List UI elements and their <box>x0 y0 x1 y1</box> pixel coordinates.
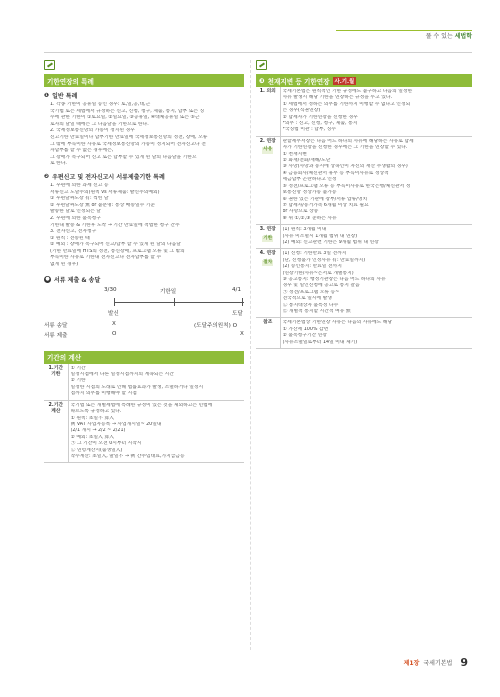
row-heading-subtext: 기한 <box>51 372 61 378</box>
row-content <box>280 225 472 249</box>
text-line: ① 우편날짜도장 有: 찍힌 날 <box>50 196 109 202</box>
text-line: ② 우편날짜도장 無 or 불분명: 통상 배송일수 기준 <box>50 202 156 208</box>
subsection-number: ❷ <box>44 172 50 180</box>
text-line: 발송한 날로 인정되는 날 <box>50 209 101 215</box>
subsection-title: 일반 특례 <box>52 93 78 100</box>
table-row <box>256 318 472 349</box>
page-footer <box>404 656 468 669</box>
timeline-label: 4/1 <box>232 286 242 293</box>
text-line: 일정시점에서 다른 일정시점까지의 계속되는 시간 <box>70 372 174 378</box>
row-content <box>280 136 472 224</box>
row-heading <box>256 225 280 249</box>
text-line: 점까지 의무를 이행해야 할 시점 <box>70 391 137 397</box>
timeline-tick <box>174 298 175 306</box>
page-number: 9 <box>460 656 468 669</box>
text-line: 국기법 또는 세법에서 규정하는 신고, 신청, 청구, 제출, 통지, 납부 또는 징 <box>50 108 205 114</box>
row-heading-text: 2.기간 <box>48 402 63 408</box>
subsection-number: ❶ <box>44 92 50 99</box>
text-line: 자납부를 할 수 없는 경우에는, <box>50 148 114 154</box>
text-line: ② 예외 : 장애가 복구되어 신고/납부 할 수 있게 된 날의 다음날 <box>50 242 181 248</box>
text-line: ㉡ 통지대상자 불특정 다수 <box>282 302 339 308</box>
text-line: ④ 금융회사/체신관서 휴무 등 부득이사유로 정상적 <box>282 170 389 176</box>
text-line: 2. 국세정보통신망의 가동이 정지된 경우 <box>50 128 135 134</box>
text-line: ① 기간 <box>70 365 86 371</box>
text-line: 경우 및 일인신청에 공고로 통지 갈음 <box>282 283 360 289</box>
text-line: ② 불복청구기간 연장 <box>282 333 327 339</box>
right-column <box>256 60 472 349</box>
header-rule <box>44 52 472 53</box>
text-line: ① 원칙: 초일不 算入 <box>70 415 114 421</box>
timeline-row-label: 서류 제출 <box>44 332 68 339</box>
text-line: (2) 예외: 신고관련 기한은 9개월 범위 내 연장 <box>282 239 379 245</box>
row-heading <box>256 136 280 224</box>
text-line: ㉢ 개별적 통지할 시간적 여유 無 <box>282 309 351 314</box>
row-heading-subtext: 기한 <box>263 235 273 241</box>
text-line: (2/1 개시 → 2/2 ~ 2/21) <box>70 428 126 434</box>
text-line: (2) 승인통지: 만료일 전까지 <box>282 264 342 270</box>
text-line: 국세기본법은 원칙적인 기한 규정에도 불구하고 다음의 일정한 <box>282 89 413 94</box>
text-line: ② 화재/전화/재해/도난 <box>282 158 331 164</box>
row-content <box>68 400 244 463</box>
timeline-diagram <box>44 287 244 349</box>
text-line: 전국적으로 일시에 발생 <box>282 296 332 302</box>
text-line: (단, 신청불가 인정사유 有: 만료일까지) <box>282 257 366 263</box>
subsection-body <box>44 102 244 168</box>
timeline-label: 3/30 <box>104 286 117 293</box>
timeline-label: 기한일 <box>160 288 177 295</box>
timeline-tick <box>242 298 243 306</box>
text-line: 세금납부 곤란하다고 인정 <box>282 177 337 183</box>
text-line: 부득이한 사유로 기한내 전자신고나 전자납부를 할 수 <box>50 255 162 261</box>
text-line: ⑥ 권한 있는 기관에 장부/서류 압류/영치 <box>282 196 368 202</box>
text-line: 3. 전자신고, 전자청구 <box>50 229 97 235</box>
table-row <box>256 136 472 224</box>
text-line: (사유소멸일로부터 14일 이내 제기) <box>282 339 358 345</box>
row-heading-text: 참조 <box>263 320 273 326</box>
text-line: (1) 신청: 기한만료 3일 전까지 <box>282 251 347 257</box>
text-line: ② 예외: 초일入 算入 <box>70 434 114 440</box>
timeline-axis <box>114 302 244 303</box>
timeline-value: X <box>112 320 116 327</box>
text-line: ㉠ 그 기간이 오전 0시부터 시작시 <box>70 441 142 447</box>
timeline-value: X <box>240 330 244 337</box>
text-line: or 사망으로 상중 <box>282 209 319 215</box>
text-line: *의무 : 신고, 신청, 청구, 제출, 통지 <box>282 121 358 127</box>
text-line: 수에 관한 기한이 ①토요일, ②일요일, ③공휴일, ④대체공휴일 또는 ⑤근 <box>50 115 200 121</box>
text-line: 로자의 날일 때에는 그 다음날을 기한으로 한다. <box>50 121 149 127</box>
row-heading-text: 1. 의의 <box>259 89 276 94</box>
text-line: 는 경우(직권연장) <box>282 108 321 114</box>
row-heading-text: 2. 연장 <box>259 138 276 144</box>
text-line: 국세기본법상 기한연장 사유는 다음의 사유에도 해당 <box>282 320 393 326</box>
text-line: 보통신망 정상가동 불가능 <box>282 190 337 196</box>
text-line: 따르도록 규정하고 있다. <box>70 409 122 415</box>
row-heading <box>44 400 68 463</box>
row-heading-text: 3. 연장 <box>259 227 276 233</box>
text-line: (사유 미소멸시 1개월 범위 내 연장) <box>282 233 358 239</box>
row-heading <box>256 249 280 318</box>
text-line: 1. 우편에 의한 과세 신고 등 <box>50 182 109 188</box>
text-line: ⑧ 위 ①,②,③ 준하는 사유 <box>282 215 337 221</box>
text-line: 기한내 발송 & 기한후 도착 → 기간 만료일에 적법한 청구 간주 <box>50 222 180 228</box>
timeline-label: 도달 <box>232 310 243 317</box>
text-line: 사유 발생시 해당 기한을 연장하는 규정을 두고 있다. <box>282 95 393 101</box>
text-line: ① 가산세 100% 감면 <box>282 326 329 332</box>
text-line: 2. 우편에 의한 불복청구 <box>50 215 101 221</box>
subsection-body <box>44 183 244 269</box>
text-line: 국기법 또는 개별세법에 특례한 규정이 있는 것을 제외하고는 민법에 <box>70 402 213 408</box>
column-divider <box>250 60 251 650</box>
header-subject: 세법학 <box>454 33 472 40</box>
text-line: ⑦ 납세자/동거가족 6개월 이상 치료 필요 <box>282 202 369 208</box>
row-content <box>280 249 472 318</box>
period-table <box>44 364 244 464</box>
text-line: 관할세무서장은 다음 어느 하나의 사유에 해당하는 사유로 납세 <box>282 138 414 144</box>
header-prefix: 풀 수 있는 <box>425 33 453 40</box>
text-line: (기한 만료일에 HTS의 정전, 통신장애, 프로그램 오류 및 그 밖의 <box>50 248 185 254</box>
row-content <box>68 364 244 401</box>
text-line: *국징법 이관 : 납부, 징수 <box>282 127 336 133</box>
row-content <box>280 87 472 136</box>
section-title: 기한연장의 특례 <box>47 77 94 86</box>
text-line: 서류신고 도달주의(원칙 vs 서류제출: 발신주의예외) <box>50 189 160 195</box>
section-number: ❸ <box>259 76 265 85</box>
subsection-heading <box>44 172 244 181</box>
text-line: 그 장애가 복구되어 신고 또는 납부할 수 있게 된 날의 다음날을 기한으 <box>50 154 197 160</box>
text-line: ② 납세자가 기한연장을 신청한 경우 <box>282 114 358 120</box>
text-line: (1) 원칙: 3개월 이내 <box>282 227 327 233</box>
text-line: ㉡ 연령계산시(출생일入) <box>70 447 123 453</box>
table-row <box>44 400 244 463</box>
text-line: 없게 된 경우) <box>50 262 79 268</box>
pencil-icon <box>44 60 55 70</box>
text-line: ② 기한 <box>70 378 86 384</box>
section-title: 기간의 계산 <box>47 354 82 363</box>
text-line: 작수계산: 초일入, 말일不 → 例 간주임대료,가지급금등 <box>70 453 185 459</box>
footer-chapter-name: 국세기본법 <box>423 660 453 667</box>
text-line: 신고기한 만료일이나 납부기한 만료일에 국세정보통신망의 정전, 장애, 오류 <box>50 134 208 140</box>
text-line: 자가 기한연장을 신청한 경우에는 그 기한을 연장할 수 있다. <box>282 145 408 151</box>
mnemonic-tag: 사.기.월 <box>334 78 355 85</box>
row-heading-text: 1.기간 <box>48 365 63 371</box>
row-heading <box>256 318 280 349</box>
row-heading <box>256 87 280 136</box>
section-heading <box>44 74 244 87</box>
extension-table <box>256 87 472 349</box>
table-row <box>256 225 472 249</box>
row-heading <box>44 364 68 401</box>
section-title: 천재지변 등 기한연장 <box>267 77 330 86</box>
text-line: (연장기한/사유~은서로 개별통지) <box>282 270 354 276</box>
row-heading-subtext: 계산 <box>51 409 61 415</box>
row-heading-subtext: 사유 <box>263 147 273 153</box>
timeline-tick <box>114 298 115 306</box>
table-row <box>256 249 472 318</box>
timeline-label: 발신 <box>108 310 119 317</box>
text-line: 1. 각종 기한이 공휴일 등인 경우: 토,일,공,대,근 <box>50 102 151 107</box>
text-line: ① 세법에서 정하는 의무를 기한까지 이행할 수 없다고 인정되 <box>282 101 411 107</box>
text-line: 로 한다. <box>50 161 67 167</box>
left-column <box>44 60 244 463</box>
text-line: 일정한 시점의 도래로 인해 법률효과가 발생, 소멸하거나 일정시 <box>70 384 204 390</box>
section-heading <box>44 351 244 364</box>
row-content <box>280 318 472 349</box>
footer-chapter: 제1장 <box>403 660 420 667</box>
subsection-title: 우편신고 및 전자신고시 서류제출기한 특례 <box>52 173 165 181</box>
subsection-heading <box>44 275 244 284</box>
text-line: 그 밖에 부득이한 사유로 국세정보통신망의 가동이 정지되어 전자신고나 전 <box>50 141 206 147</box>
section-heading <box>256 74 472 87</box>
subsection-heading <box>44 91 244 100</box>
row-heading-subtext: 절차 <box>263 259 273 265</box>
table-row <box>44 364 244 401</box>
text-line: ⑤ 정전/프로그램 오류 등 부득이사유로 한국은행/체신관서 정 <box>282 183 411 189</box>
timeline-row-label: 서류 송달 <box>44 322 68 329</box>
pencil-icon <box>256 60 267 70</box>
subsection-title: 서류 제출 & 송달 <box>54 276 101 284</box>
timeline-value: (도달주의원칙) O <box>194 322 237 329</box>
timeline-value: O <box>112 330 117 337</box>
header-title <box>426 31 472 40</box>
table-row <box>256 87 472 136</box>
text-line: ① 원칙 : 전송된 때 <box>50 235 90 241</box>
text-line: ㉠ 정전/프로그램 오류 등~ <box>282 289 340 295</box>
text-line: 例 VAT 사업자등록 → 사업개시일~ 20일내 <box>70 421 162 427</box>
bullet-icon: ● <box>45 275 50 282</box>
text-line: ① 천재지변 <box>282 151 307 157</box>
row-heading-text: 4. 연장 <box>259 251 276 257</box>
text-line: ③ 사망(사망과 동시에 상속인이 자신의 재산 주생활의 경우) <box>282 164 408 170</box>
text-line: ③ 공고통지: 행정기관장은 다음 어느 하나의 사유 <box>282 276 386 282</box>
